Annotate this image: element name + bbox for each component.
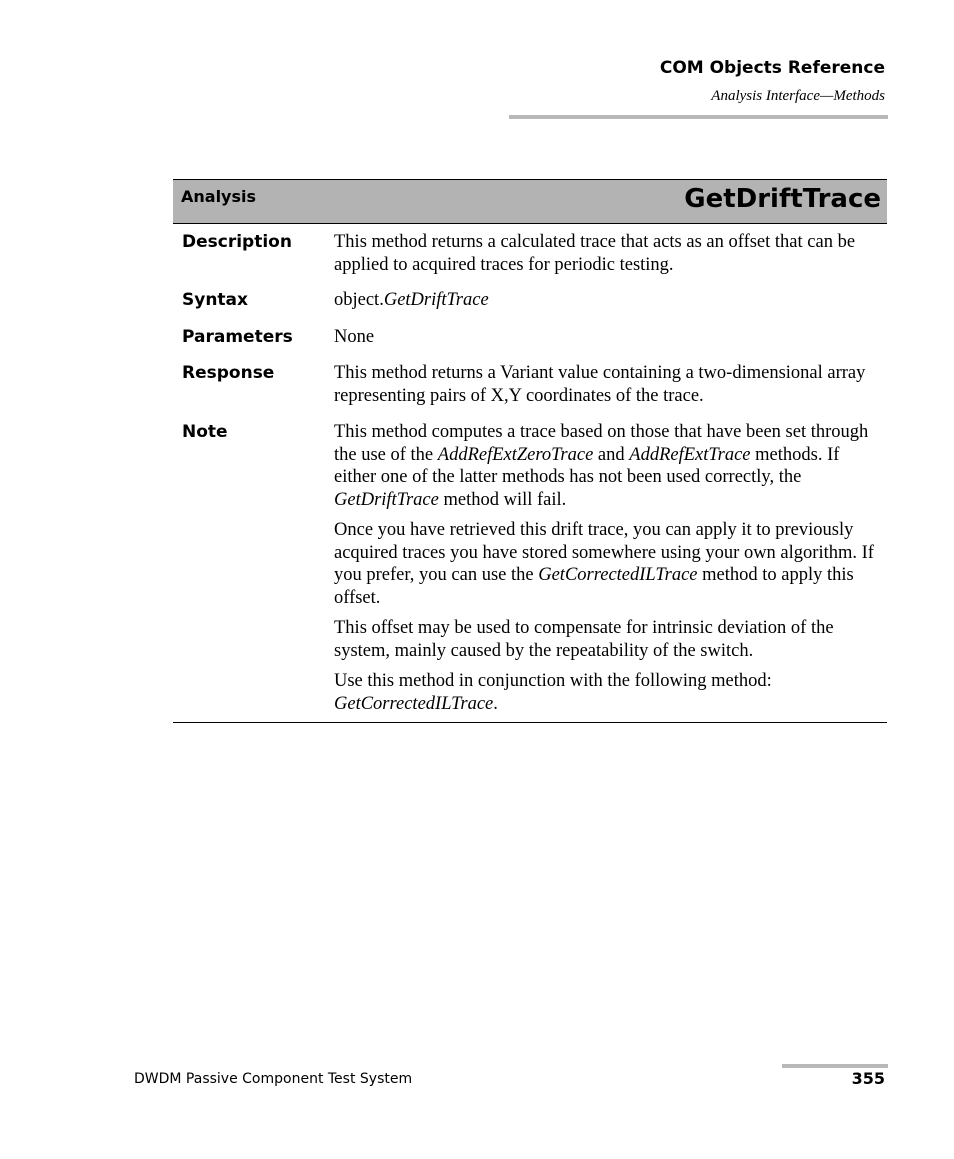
interface-category: Analysis — [181, 187, 257, 206]
syntax-method: GetDriftTrace — [383, 290, 489, 310]
row-label: Parameters — [182, 326, 293, 347]
method-reference: AddRefExtTrace — [629, 444, 751, 465]
row-label: Response — [182, 363, 275, 383]
row-parameters — [173, 326, 887, 349]
syntax-prefix: object. — [334, 290, 384, 310]
note-paragraph — [334, 519, 874, 609]
row-value — [334, 421, 874, 715]
text-run: Once you have retrieved this drift trace, you can apply it to previously acquired traces you have stored somewhere using your own algorithm. If you prefer, you can use the — [334, 520, 874, 585]
row-syntax — [173, 289, 887, 312]
row-response — [173, 362, 887, 407]
row-label: Description — [182, 232, 292, 252]
method-reference: GetCorrectedILTrace — [538, 565, 698, 585]
note-paragraph — [334, 421, 874, 511]
row-value: This method returns a calculated trace that acts as an offset that can be applied to acquired traces for periodic testing. — [334, 232, 856, 275]
text-run: This method computes a trace based on those that have been set through the use of the — [334, 422, 869, 465]
text-run: Use this method in conjunction with the following method: — [334, 671, 772, 691]
row-value — [334, 289, 874, 312]
row-value: This method returns a Variant value containing a two-dimensional array representing pairs of X,Y coordinates of the trace. — [334, 363, 866, 406]
method-reference: GetDriftTrace — [334, 489, 439, 510]
text-run: . — [493, 693, 498, 714]
method-reference: AddRefExtZeroTrace — [437, 444, 594, 465]
footer-rule — [782, 1064, 888, 1068]
header-rule — [509, 115, 888, 119]
footer-product-name: DWDM Passive Component Test System — [134, 1071, 413, 1087]
table-bottom-rule — [173, 722, 887, 723]
note-paragraph: This offset may be used to compensate for intrinsic deviation of the system, mainly caused by the repeatability of the switch. — [334, 618, 834, 661]
row-description — [173, 231, 887, 276]
method-table-header — [173, 179, 887, 224]
text-run: methods. If either one of the latter methods has not been used correctly, the — [334, 444, 840, 487]
method-table — [173, 179, 887, 723]
method-reference: GetCorrectedILTrace — [334, 693, 494, 714]
running-header-title: COM Objects Reference — [659, 58, 885, 78]
row-label: Syntax — [182, 290, 248, 310]
row-label: Note — [182, 422, 228, 442]
note-paragraph — [334, 670, 874, 715]
text-run: and — [593, 444, 630, 465]
method-name: GetDriftTrace — [684, 184, 881, 214]
text-run: method will fail. — [438, 489, 567, 510]
row-note — [173, 421, 887, 715]
page-number: 355 — [851, 1069, 885, 1088]
running-header-subtitle: Analysis Interface—Methods — [711, 88, 885, 104]
text-run: method to apply this offset. — [334, 565, 854, 608]
row-value: None — [334, 326, 375, 347]
